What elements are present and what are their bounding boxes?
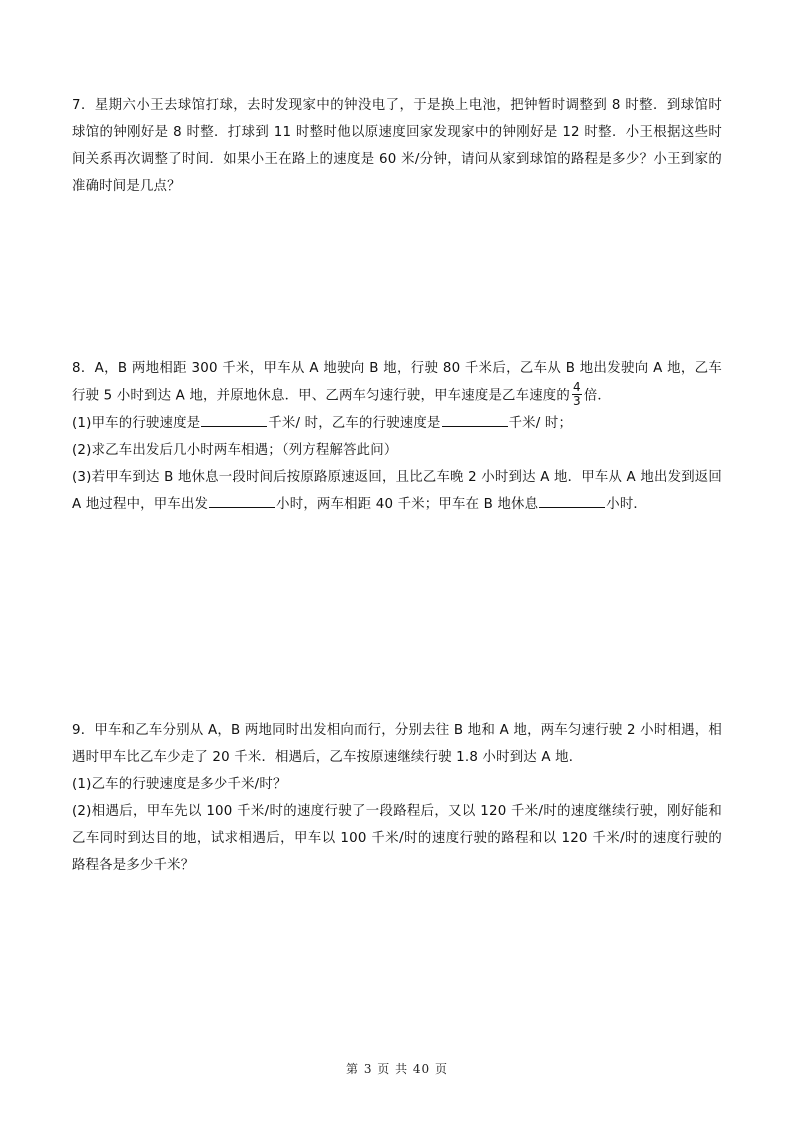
problem-8-question-2: (2)求乙车出发后几小时两车相遇；（列方程解答此问） [72,442,398,458]
problem-8-intro-text: 8．A，B 两地相距 300 千米，甲车从 A 地驶向 B 地，行驶 80 千米后，乙车从 B 地出发驶向 A 地，乙车行驶 5 小时到达 A 地，并原地休息．甲、乙两车匀速行驶，甲车速度是乙车速度的 [72,361,722,404]
fraction-four-thirds [572,381,582,408]
problem-9-question-2: (2)相遇后，甲车先以 100 千米/时的速度行驶了一段路程后，又以 120 千米/时的速度继续行驶，刚好能和乙车同时到达目的地，试求相遇后，甲车以 100 千米/时的速度行驶的路程和以 120 千米/时的速度行驶的路程各是多少千米？ [72,804,722,873]
answer-blank-hours-40km[interactable] [209,493,275,508]
answer-blank-yi-speed[interactable] [442,412,508,427]
problem-7 [72,92,722,200]
problem-9-question-1: (1)乙车的行驶速度是多少千米/时？ [72,777,287,792]
problem-9 [72,717,722,879]
fraction-denominator: 3 [572,394,581,408]
problem-9-intro: 9．甲车和乙车分别从 A，B 两地同时出发相向而行，分别去往 B 地和 A 地，两车匀速行驶 2 小时相遇，相遇时甲车比乙车少走了 20 千米．相遇后，乙车按原速继续行驶 1.8 小时到达 A 地． [72,723,722,765]
problem-7-text: 7．星期六小王去球馆打球，去时发现家中的钟没电了，于是换上电池，把钟暂时调整到 8 时整．到球馆时球馆的钟刚好是 8 时整．打球到 11 时整时他以原速度回家发现家中的钟刚好是 12 时整．小王根据这些时间关系再次调整了时间．如果小王在路上的速度是 60 米/分钟，请问从家到球馆的路程是多少？小王到家的准确时间是几点？ [72,98,722,194]
q1-part-c: 千米/ 时； [508,415,573,431]
q3-part-a: (3)若甲车到达 B 地休息一段时间后按原路原速返回，且比乙车晚 2 小时到达 A 地．甲车从 A 地出发到返回 A 地过程中，甲车出发 [72,469,722,512]
problem-8-intro [72,355,722,410]
q1-part-a: (1)甲车的行驶速度是 [72,415,201,431]
q3-part-b: 小时，两车相距 40 千米；甲车在 B 地休息 [276,496,539,512]
fraction-numerator: 4 [572,380,581,394]
problem-8 [72,355,722,518]
problem-8-intro-tail: 倍． [583,388,612,404]
problem-8-question-3 [72,464,722,518]
answer-blank-rest-hours[interactable] [539,493,605,508]
answer-blank-jia-speed[interactable] [201,412,267,427]
q1-part-b: 千米/ 时，乙车的行驶速度是 [268,415,441,431]
problem-8-question-1 [72,410,722,437]
page-footer: 第 3 页 共 40 页 [346,1062,448,1076]
q3-part-c: 小时． [606,496,648,512]
